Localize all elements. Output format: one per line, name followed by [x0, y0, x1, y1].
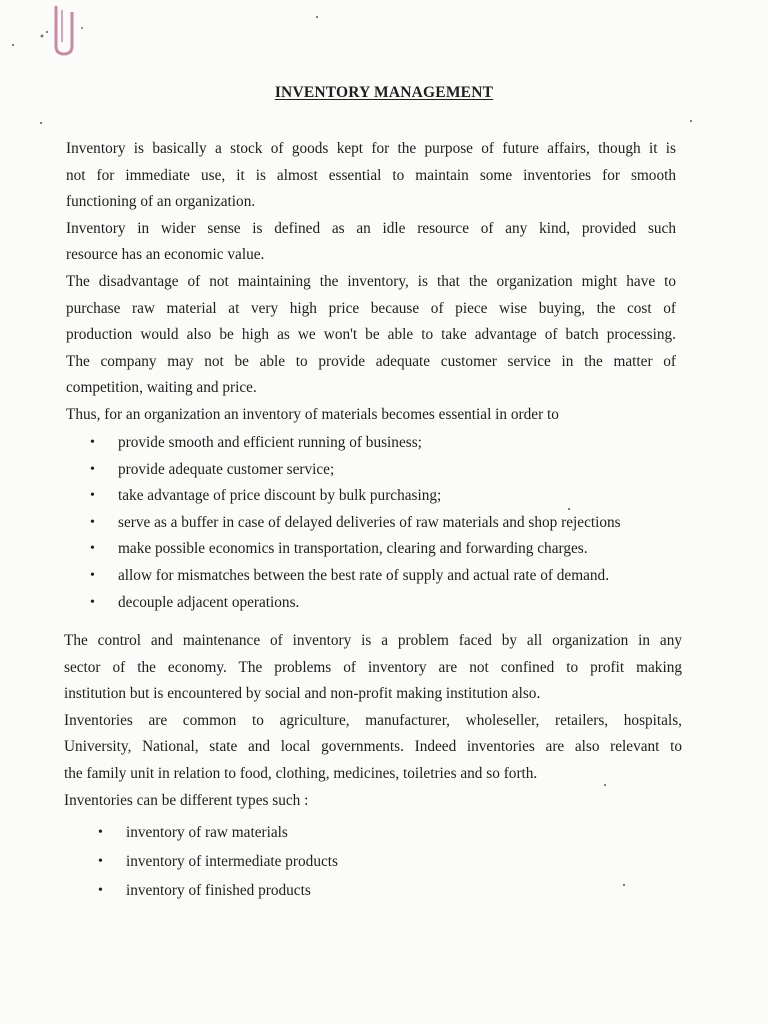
bullet-icon: •	[90, 488, 95, 504]
list-item-text: make possible economics in transportation, clearing and forwarding charges.	[118, 540, 588, 558]
text-line: The control and maintenance of inventory is a problem faced by all organization in any	[64, 632, 682, 649]
scan-speck	[12, 44, 14, 46]
bullet-icon: •	[90, 514, 95, 530]
text-line: sector of the economy. The problems of inventory are not confined to profit making	[64, 658, 682, 676]
text-line: production would also be high as we won't be able to take advantage of batch processing.	[66, 326, 676, 344]
text-line: competition, waiting and price.	[66, 379, 257, 397]
list-item-text: allow for mismatches between the best rate of supply and actual rate of demand.	[118, 566, 610, 584]
list-item	[90, 483, 621, 510]
text-line: purchase raw material at very high price because of piece wise buying, the cost of	[66, 299, 676, 317]
bullet-icon: •	[90, 541, 95, 557]
scan-speck	[40, 122, 42, 124]
list-item	[90, 563, 621, 590]
text-line: The company may not be able to provide adequate customer service in the matter of	[66, 352, 676, 370]
list-item-text: provide smooth and efficient running of business;	[118, 434, 422, 451]
bullet-icon: •	[98, 825, 103, 840]
bullet-icon: •	[98, 883, 103, 898]
list-item	[98, 847, 338, 876]
list-item	[90, 536, 621, 563]
scan-speck	[316, 16, 318, 18]
scan-speck	[690, 120, 692, 122]
list-item-text: serve as a buffer in case of delayed deliveries of raw materials and shop rejections	[118, 513, 621, 531]
control-paragraphs	[64, 628, 682, 814]
list-item	[90, 510, 621, 537]
text-line: Inventories are common to agriculture, manufacturer, wholeseller, retailers, hospitals,	[64, 711, 682, 729]
bullet-icon: •	[90, 435, 95, 450]
text-line: not for immediate use, it is almost essential to maintain some inventories for smooth	[66, 166, 676, 184]
text-line: Thus, for an organization an inventory of materials becomes essential in order to	[66, 405, 559, 423]
list-item-text: inventory of intermediate products	[126, 853, 338, 870]
text-line: Inventory is basically a stock of goods kept for the purpose of future affairs, though it is	[66, 140, 676, 157]
bullet-icon: •	[90, 461, 95, 477]
list-item-text: inventory of raw materials	[126, 824, 288, 841]
text-line: the family unit in relation to food, clothing, medicines, toiletries and so forth.	[64, 764, 538, 782]
list-item	[98, 818, 338, 847]
list-item-text: take advantage of price discount by bulk purchasing;	[118, 487, 442, 505]
document-title-text: INVENTORY MANAGEMENT	[274, 84, 494, 101]
paper-clip-icon	[36, 2, 90, 58]
list-item-text: provide adequate customer service;	[118, 460, 335, 478]
bullet-icon: •	[90, 594, 95, 610]
list-item	[90, 430, 621, 457]
intro-paragraphs	[66, 136, 676, 429]
text-line: institution but is encountered by social and non-profit making institution also.	[64, 685, 541, 703]
list-item	[98, 876, 338, 905]
purpose-bullet-list	[90, 430, 621, 616]
text-line: The disadvantage of not maintaining the inventory, is that the organization might have to	[66, 272, 676, 290]
bullet-icon: •	[98, 854, 103, 869]
scan-speck	[623, 884, 625, 886]
list-item-text: inventory of finished products	[126, 882, 311, 899]
text-line: resource has an economic value.	[66, 246, 265, 264]
list-item-text: decouple adjacent operations.	[118, 593, 300, 611]
text-line: University, National, state and local governments. Indeed inventories are also relevant to	[64, 738, 682, 756]
inventory-types-list	[98, 818, 338, 905]
text-line: functioning of an organization.	[66, 193, 256, 211]
document-title	[0, 84, 768, 102]
bullet-icon: •	[90, 567, 95, 583]
list-item	[90, 590, 621, 617]
text-line: Inventories can be different types such :	[64, 791, 309, 809]
list-item	[90, 457, 621, 484]
text-line: Inventory in wider sense is defined as an idle resource of any kind, provided such	[66, 219, 676, 237]
